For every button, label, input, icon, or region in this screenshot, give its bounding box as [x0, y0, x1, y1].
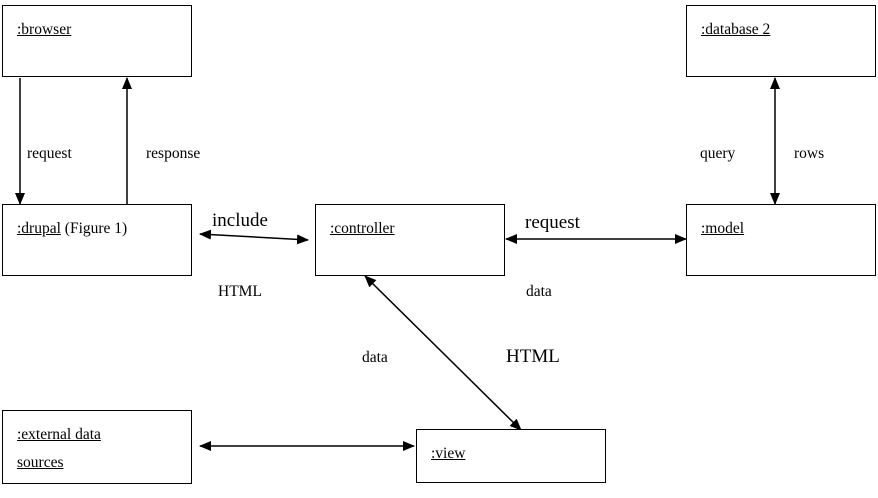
include-html-arrow-drupal-controller: [200, 234, 308, 240]
label-db-query: query: [700, 145, 736, 162]
model-box: [686, 204, 876, 276]
controller-title: :controller: [330, 220, 395, 237]
controller-box: [315, 204, 505, 276]
label-model-data: data: [526, 283, 552, 300]
label-view-html: HTML: [506, 346, 560, 367]
label-drupal-html: HTML: [218, 283, 262, 300]
drupal-title: :drupal (Figure 1): [17, 220, 128, 237]
drupal-box: [2, 204, 192, 276]
label-browser-response: response: [146, 145, 201, 162]
label-model-request: request: [525, 212, 580, 233]
view-box: [416, 429, 606, 483]
browser-title: :browser: [17, 21, 72, 38]
external-data-sources-title: :external data sources: [17, 426, 101, 471]
drupal-figure-note: (Figure 1): [60, 220, 128, 237]
label-browser-request: request: [27, 145, 72, 162]
browser-box: [2, 5, 192, 77]
database2-title: :database 2: [701, 21, 771, 38]
database2-box: [686, 5, 876, 77]
label-include: include: [212, 210, 268, 231]
view-title: :view: [431, 445, 466, 462]
label-db-rows: rows: [794, 145, 825, 162]
data-html-arrow-controller-view: [365, 276, 521, 430]
external-data-sources-box: [2, 410, 192, 484]
label-view-data: data: [362, 349, 388, 366]
model-title: :model: [701, 220, 745, 237]
